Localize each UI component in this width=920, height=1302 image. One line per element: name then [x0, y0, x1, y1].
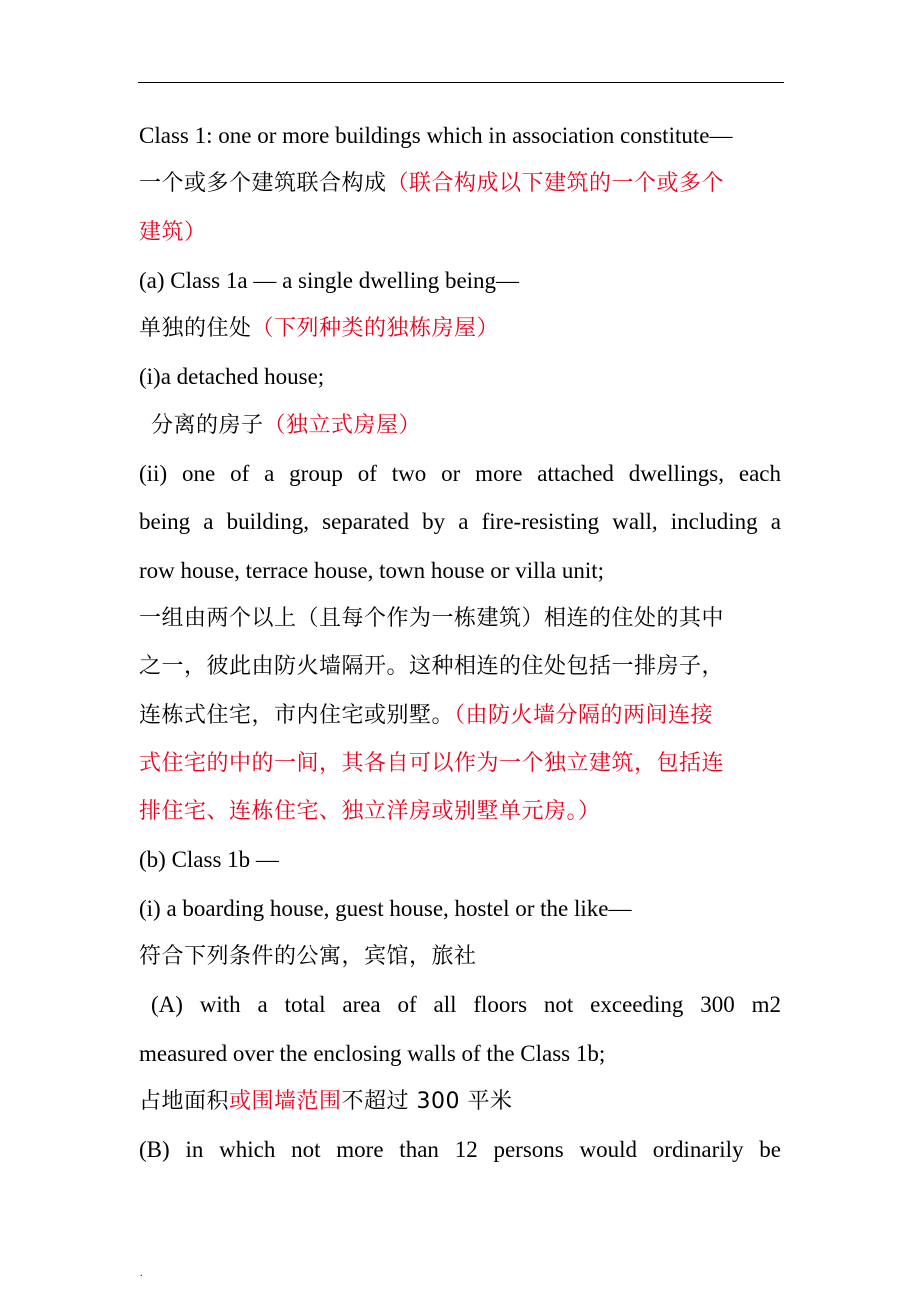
red-annotation: 或围墙范围	[229, 1088, 342, 1114]
text-line: (ii) one of a group of two or more attached dwellings, each	[139, 461, 781, 487]
text-line: (A) with a total area of all floors not exceeding 300 m2	[151, 992, 781, 1018]
red-annotation: （联合构成以下建筑的一个或多个	[386, 171, 725, 197]
text-line: being a building, separated by a fire-resisting wall, including a	[139, 509, 781, 535]
red-annotation: 式住宅的中的一间，其各自可以作为一个独立建筑，包括连	[139, 750, 725, 776]
red-annotation: （独立式房屋）	[263, 412, 422, 438]
footer-mark: .	[140, 1268, 143, 1279]
red-annotation: （由防火墙分隔的两间连接	[454, 702, 714, 728]
text-line: Class 1: one or more buildings which in association constitute—	[139, 123, 733, 148]
red-annotation: 建筑）	[139, 219, 207, 245]
text-line: 之一，彼此由防火墙隔开。这种相连的住处包括一排房子，	[139, 654, 725, 680]
text-line: (B) in which not more than 12 persons would ordinarily be	[139, 1137, 781, 1163]
document-body	[139, 112, 781, 1175]
text-line: 一个或多个建筑联合构成（联合构成以下建筑的一个或多个	[139, 171, 725, 197]
text-line: (a) Class 1a — a single dwelling being—	[139, 267, 520, 293]
text-line: 分离的房子（独立式房屋）	[151, 412, 422, 438]
text-line	[139, 209, 781, 257]
text-line: 符合下列条件的公寓，宾馆，旅社	[139, 944, 477, 970]
text-line: (i) a boarding house, guest house, hostel or the like—	[139, 895, 632, 921]
text-line: 占地面积或围墙范围不超过 300 平米	[139, 1088, 513, 1114]
text-line: 单独的住处（下列种类的独栋房屋）	[139, 316, 500, 342]
red-annotation: 排住宅、连栋住宅、独立洋房或别墅单元房。）	[139, 799, 601, 825]
text-line: 一组由两个以上（且每个作为一栋建筑）相连的住处的其中	[139, 605, 725, 631]
red-annotation: （下列种类的独栋房屋）	[251, 316, 500, 342]
text-line: (b) Class 1b —	[139, 847, 279, 873]
text-line: measured over the enclosing walls of the Class 1b;	[139, 1040, 606, 1066]
text-line	[139, 740, 781, 788]
text-line	[139, 788, 781, 836]
text-line: (i)a detached house;	[139, 364, 325, 390]
header-rule	[138, 82, 784, 83]
text-line: row house, terrace house, town house or villa unit;	[139, 557, 604, 583]
text-line: 连栋式住宅，市内住宅或别墅。（由防火墙分隔的两间连接	[139, 702, 714, 728]
